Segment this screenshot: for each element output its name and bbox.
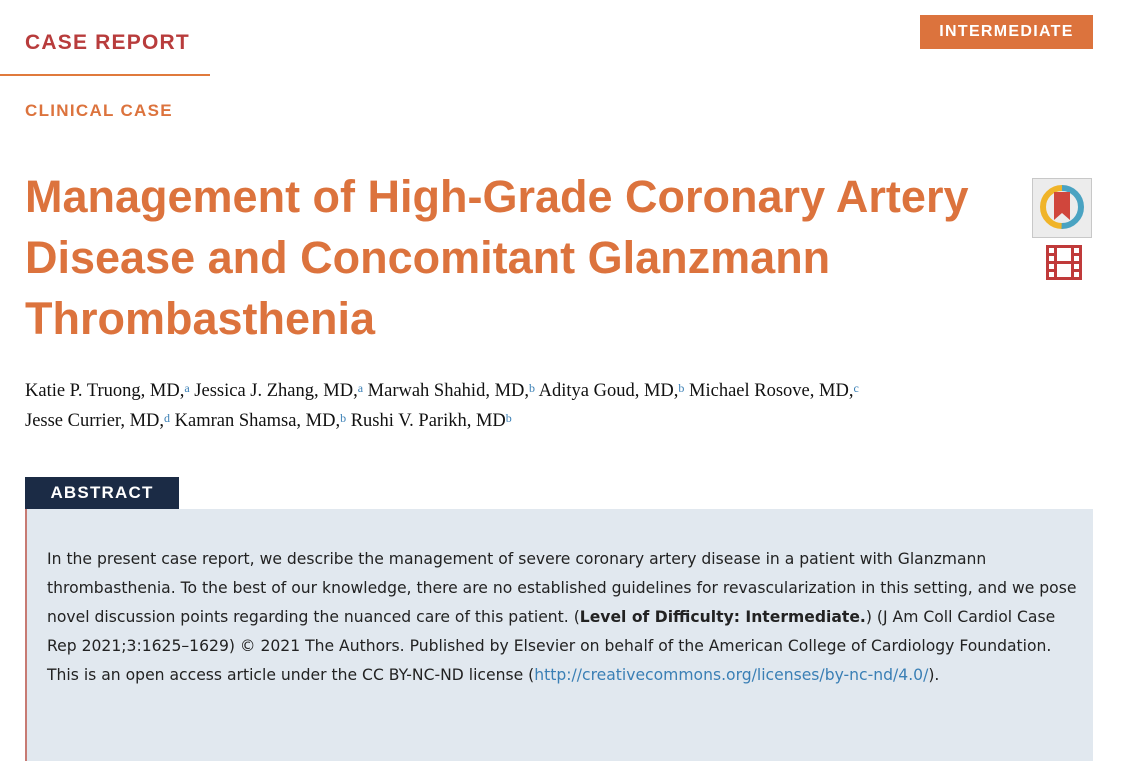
author-name: Kamran Shamsa, MD, [174,411,341,431]
crossmark-icon[interactable] [1032,178,1092,238]
author-name: Michael Rosove, MD, [689,381,854,401]
author-name: Marwah Shahid, MD, [367,381,529,401]
affiliation-marker[interactable]: c [853,381,859,395]
article-title: Management of High-Grade Coronary Artery Disease and Concomitant Glanzmann Thrombasthenia [25,171,969,344]
abstract-text-part: ). [928,666,940,684]
affiliation-marker[interactable]: a [184,381,190,395]
section-label: CASE REPORT [25,31,190,54]
affiliation-marker[interactable]: a [357,381,364,395]
author-list [25,376,1085,436]
abstract-body [47,545,1077,690]
difficulty-badge: INTERMEDIATE [920,15,1093,49]
affiliation-marker[interactable]: b [340,411,347,425]
author-name: Aditya Goud, MD, [538,381,679,401]
author-name: Katie P. Truong, MD, [25,381,185,401]
affiliation-marker[interactable]: b [678,381,685,395]
subsection-label: CLINICAL CASE [25,101,173,120]
author-name: Rushi V. Parikh, MD [350,411,506,431]
abstract-text-part: In the present case report, we describe the management of severe coronary artery disease in a patient with Glanzmann thrombasthenia. To the best of our knowledge, there are no established guidelines for revascularization in this setting, and we pose novel discussion points regarding the nuanced care of this patient. ( [47,550,1077,626]
author-name: Jesse Currier, MD, [25,411,165,431]
affiliation-marker[interactable]: d [164,411,171,425]
abstract-text-part: ) (J Am Coll Cardiol Case Rep 2021;3:1625–1629) © 2021 The Authors. Published by Elsevier on behalf of the American College of Cardiology Foundation. This is an open access article under the CC BY-NC-ND license ( [47,608,1056,684]
section-divider [0,74,210,76]
affiliation-marker[interactable]: b [529,381,535,395]
abstract-heading: ABSTRACT [25,477,179,509]
license-link[interactable]: http://creativecommons.org/licenses/by-nc-nd/4.0/ [534,666,929,684]
affiliation-marker[interactable]: b [505,411,512,425]
video-film-icon[interactable] [1046,245,1082,280]
author-name: Jessica J. Zhang, MD, [194,381,358,401]
difficulty-level: Level of Difficulty: Intermediate. [579,608,866,626]
